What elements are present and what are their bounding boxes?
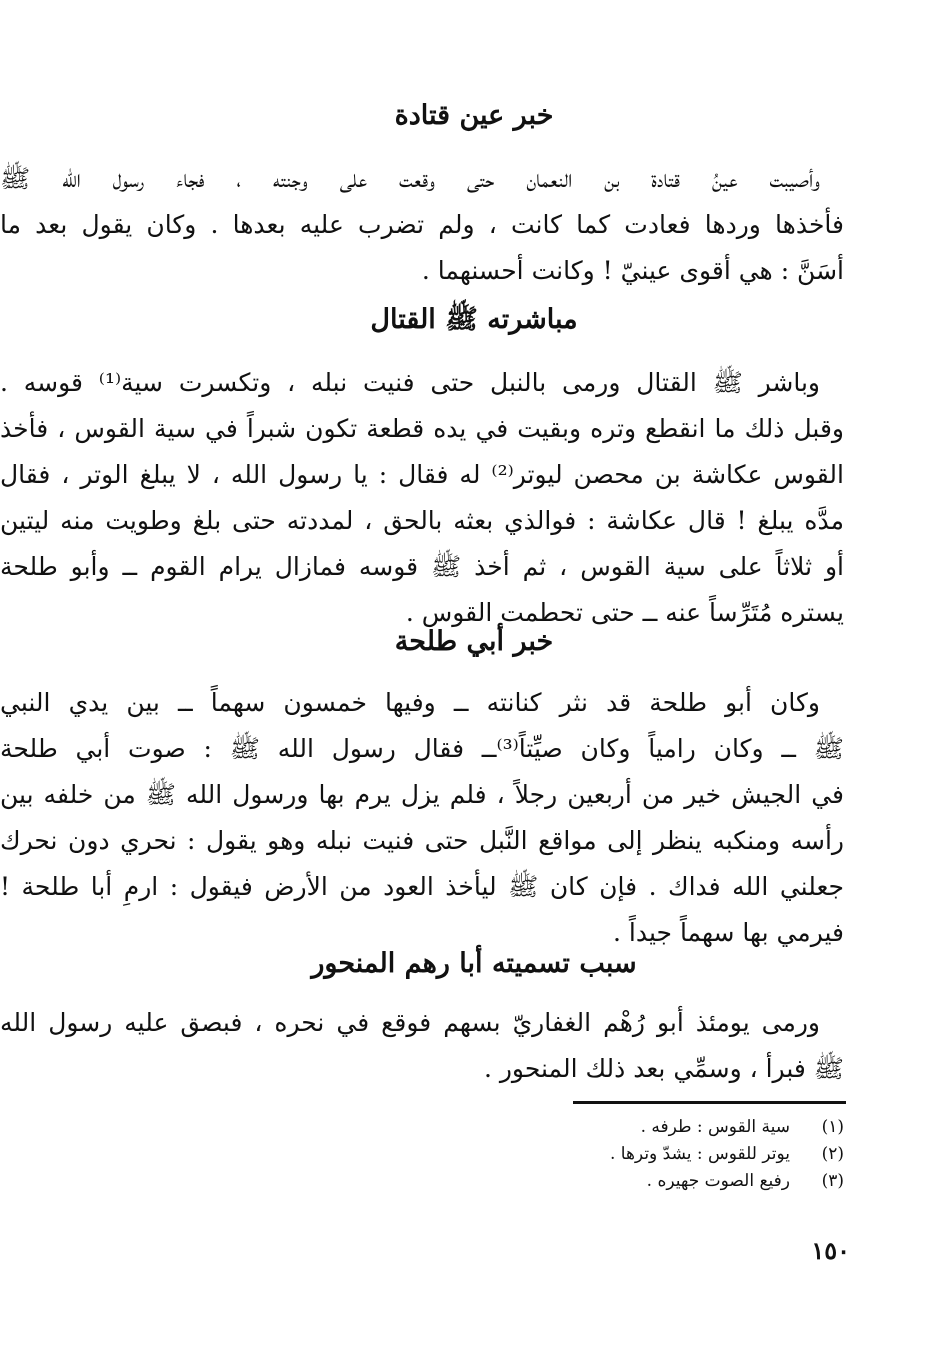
text-line: أو ثلاثاً على سية القوس ، ثم أخذ ﷺ قوسه فمازال يرام القوم ــ وأبو طلحة — [0, 552, 844, 581]
footnote-2 — [444, 1141, 844, 1168]
text-line: في الجيش خير من أربعين رجلاً ، فلم يزل يرم بها ورسول الله ﷺ من خلفه بين — [0, 780, 844, 809]
text-line: جعلني الله فداك . فإن كان ﷺ ليأخذ العود من الأرض فيقول : ارمِ أبا طلحة ! — [0, 872, 844, 901]
text-line: ﷺ فبرأ ، وسمِّي بعد ذلك المنحور . — [483, 1054, 844, 1083]
paragraph-fighting — [0, 360, 844, 636]
text-line: وباشر ﷺ القتال ورمى بالنبل حتى فنيت نبله ، وتكسرت سية⁽¹⁾ قوسه . — [0, 368, 820, 397]
footnote-number: (٢) — [821, 1144, 844, 1164]
section-title-abu-ruhm: سبب تسميته أبا رهم المنحور — [311, 948, 637, 979]
footnote-text: يوتر للقوس : يشدّ وترها . — [609, 1144, 790, 1164]
text-line: وقبل ذلك ما انقطع وتره وبقيت في يده قطعة تكون شبراً في سية القوس ، فأخذ — [0, 414, 844, 443]
footnote-number: (١) — [821, 1117, 844, 1137]
text-line: رأسه ومنكبه ينظر إلى مواقع النَّبل حتى فنيت نبله وهو يقول : نحري دون نحرك — [0, 826, 844, 855]
text-line: فيرمي بها سهماً جيداً . — [613, 918, 844, 947]
footnote-text: رفيع الصوت جهيره . — [646, 1171, 790, 1191]
text-line: القوس عكاشة بن محصن ليوتر⁽²⁾ له فقال : يا رسول الله ، لا يبلغ الوتر ، فقال — [0, 460, 844, 489]
text-line: مدَّه يبلغ ! قال عكاشة : فوالذي بعثه بالحق ، لمددته حتى بلغ وطويت منه ليتين — [0, 506, 844, 535]
text-line: وأصيبت عينُ قتادة بن النعمان حتى وقعت على وجنته ، فجاء رسول الله ﷺ — [0, 164, 820, 193]
footnote-number: (٣) — [821, 1171, 844, 1191]
text-line: ﷺ ــ وكان رامياً وكان صيِّتاً⁽³⁾ــ فقال رسول الله ﷺ : صوت أبي طلحة — [0, 734, 844, 763]
text-line: فأخذها وردها فعادت كما كانت ، ولم تضرب عليه بعدها . وكان يقول بعد ما — [0, 210, 844, 239]
section-title-abu-talha: خبر أبي طلحة — [394, 626, 554, 657]
footnote-1 — [444, 1114, 844, 1141]
footnote-text: سية القوس : طرفه . — [640, 1117, 790, 1137]
section-title-qatada-eye: خبر عين قتادة — [394, 100, 554, 131]
paragraph-qatada-eye — [0, 156, 844, 294]
text-line: وكان أبو طلحة قد نثر كنانته ــ وفيها خمسون سهماً ــ بين يدي النبي — [0, 688, 820, 717]
text-line: أسَنَّ : هي أقوى عينيّ ! وكانت أحسنهما . — [421, 256, 844, 285]
footnote-separator — [573, 1101, 846, 1104]
footnotes — [444, 1114, 844, 1195]
text-line: يستره مُتَرِّساً عنه ــ حتى تحطمت القوس . — [405, 598, 844, 627]
paragraph-abu-talha — [0, 680, 844, 956]
paragraph-abu-ruhm — [0, 1000, 844, 1092]
footnote-3 — [444, 1168, 844, 1195]
section-title-fighting: مباشرته ﷺ القتال — [370, 304, 578, 335]
page-number: ١٥٠ — [811, 1236, 850, 1265]
text-line: ورمى يومئذ أبو رُهْم الغفاريّ بسهم فوقع في نحره ، فبصق عليه رسول الله — [0, 1008, 820, 1037]
